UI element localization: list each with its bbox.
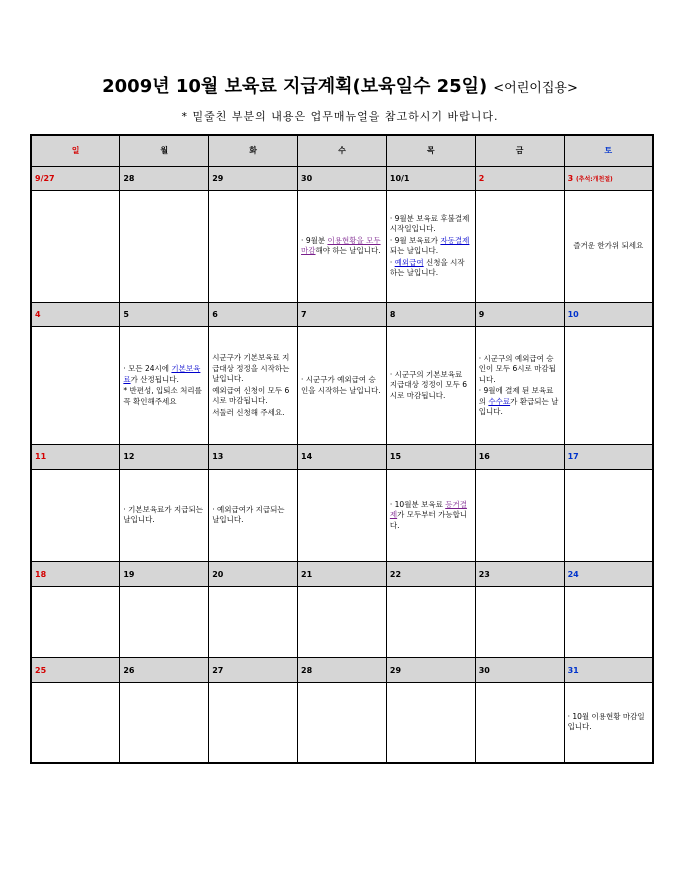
date-cell: 27 — [209, 658, 298, 682]
event-note: · 9월분 이용현황을 모두 마감해야 하는 날입니다. — [301, 235, 381, 256]
weekday-wed: 수 — [298, 135, 387, 166]
day-cell — [475, 469, 564, 562]
day-cell — [120, 327, 209, 445]
day-cell — [386, 327, 475, 445]
day-cell — [120, 682, 209, 763]
day-cell — [209, 682, 298, 763]
title-sub: <어린이집용> — [493, 81, 578, 96]
title-main: 2009년 10월 보육료 지급계획(보육일수 25일) — [102, 76, 488, 97]
date-number: 3 — [567, 173, 574, 183]
day-cell — [298, 682, 387, 763]
week2-body-row — [31, 327, 653, 445]
day-cell — [475, 682, 564, 763]
calendar-table — [30, 134, 654, 764]
weekday-sun: 일 — [31, 135, 120, 166]
day-cell — [386, 190, 475, 302]
date-cell-holiday — [564, 166, 653, 190]
date-cell: 18 — [31, 562, 120, 586]
date-cell: 30 — [298, 166, 387, 190]
day-cell — [475, 586, 564, 658]
day-cell — [209, 190, 298, 302]
day-cell — [209, 469, 298, 562]
holiday-greeting: 즐거운 한가위 되세요 — [573, 241, 644, 251]
week5-date-row — [31, 658, 653, 682]
event-note: · 시군구의 예외급여 승인이 모두 6시로 마감됩니다. — [478, 353, 556, 384]
date-cell: 28 — [298, 658, 387, 682]
day-cell — [564, 682, 653, 763]
week1-date-row — [31, 166, 653, 190]
day-cell — [298, 327, 387, 445]
event-note: · 기본보육료가 지급되는 날입니다. — [123, 504, 203, 525]
date-cell: 15 — [386, 445, 475, 469]
weekday-sat: 토 — [564, 135, 653, 166]
date-cell: 7 — [298, 302, 387, 326]
day-cell — [120, 190, 209, 302]
date-cell: 12 — [120, 445, 209, 469]
date-cell: 21 — [298, 562, 387, 586]
event-note: · 시군구의 기본보육료 지급대상 정정이 모두 6시로 마감됩니다. — [389, 369, 468, 400]
date-cell: 9/27 — [31, 166, 120, 190]
weekday-fri: 금 — [475, 135, 564, 166]
week4-body-row — [31, 586, 653, 658]
holiday-label: (추석:개천절) — [575, 175, 613, 183]
date-cell: 29 — [209, 166, 298, 190]
day-cell — [386, 469, 475, 562]
day-cell — [120, 469, 209, 562]
weekday-mon: 월 — [120, 135, 209, 166]
day-cell — [31, 469, 120, 562]
manual-link[interactable]: 등거결제 — [389, 499, 467, 520]
date-cell: 29 — [386, 658, 475, 682]
day-cell — [120, 586, 209, 658]
date-cell: 28 — [120, 166, 209, 190]
date-cell: 19 — [120, 562, 209, 586]
day-cell — [475, 190, 564, 302]
event-note: · 예외급여가 지급되는 날입니다. — [212, 504, 285, 525]
day-cell — [298, 190, 387, 302]
weekday-tue: 화 — [209, 135, 298, 166]
week2-date-row — [31, 302, 653, 326]
day-cell — [31, 682, 120, 763]
day-cell — [386, 586, 475, 658]
week5-body-row — [31, 682, 653, 763]
event-note: · 9월 보육료가 자동결제되는 날입니다. — [389, 235, 470, 256]
event-note: · 예외급여 신청을 시작하는 날입니다. — [389, 257, 465, 278]
date-cell: 23 — [475, 562, 564, 586]
date-cell: 11 — [31, 445, 120, 469]
date-cell: 9 — [475, 302, 564, 326]
underline-note: * 밑줄친 부분의 내용은 업무매뉴얼을 참고하시기 바랍니다. — [181, 110, 499, 123]
date-cell: 4 — [31, 302, 120, 326]
day-cell — [298, 586, 387, 658]
week3-date-row — [31, 445, 653, 469]
day-cell — [31, 586, 120, 658]
date-cell: 26 — [120, 658, 209, 682]
date-cell: 20 — [209, 562, 298, 586]
day-cell — [209, 327, 298, 445]
date-cell: 25 — [31, 658, 120, 682]
date-cell: 8 — [386, 302, 475, 326]
week4-date-row — [31, 562, 653, 586]
date-cell: 10 — [564, 302, 653, 326]
date-cell: 17 — [564, 445, 653, 469]
day-cell — [31, 190, 120, 302]
manual-link[interactable]: 이용현황을 모두 마감 — [301, 235, 381, 256]
page-title — [0, 72, 680, 98]
week3-body-row — [31, 469, 653, 562]
day-cell — [564, 190, 653, 302]
day-cell — [31, 327, 120, 445]
manual-link[interactable]: 예외급여 — [394, 257, 424, 267]
week1-body-row — [31, 190, 653, 302]
date-cell: 6 — [209, 302, 298, 326]
date-cell: 13 — [209, 445, 298, 469]
day-cell — [298, 469, 387, 562]
date-cell: 5 — [120, 302, 209, 326]
day-cell — [564, 586, 653, 658]
date-cell: 16 — [475, 445, 564, 469]
event-note: 시군구가 기본보육료 지급대상 정정을 시작하는 날입니다. — [212, 353, 290, 384]
date-cell: 24 — [564, 562, 653, 586]
manual-link[interactable]: 자동결제 — [440, 235, 470, 245]
date-cell: 2 — [475, 166, 564, 190]
event-note: · 9월에 결제 된 보육료의 수수료가 환급되는 날입니다. — [478, 386, 559, 417]
date-cell: 31 — [564, 658, 653, 682]
day-cell — [564, 469, 653, 562]
event-note: 예외급여 신청이 모두 6시로 마감됩니다. — [212, 385, 290, 406]
day-cell — [386, 682, 475, 763]
event-note: · 10월 이용현황 마감일 입니다. — [567, 711, 645, 732]
event-note: · 9월분 보육료 후불결제 시작일입니다. — [389, 213, 470, 234]
date-cell: 14 — [298, 445, 387, 469]
day-cell — [475, 327, 564, 445]
event-note: · 시군구가 예외급여 승인을 시작하는 날입니다. — [301, 375, 381, 395]
day-cell — [564, 327, 653, 445]
weekday-thu: 목 — [386, 135, 475, 166]
event-note: · 10월분 보육료 등거결제가 모두부터 가능합니다. — [389, 499, 468, 530]
manual-link[interactable]: 수수료 — [488, 396, 511, 406]
day-cell — [209, 586, 298, 658]
manual-link[interactable]: 기본보육료 — [123, 364, 201, 384]
weekday-header-row — [31, 135, 653, 166]
date-cell: 30 — [475, 658, 564, 682]
event-note: * 반편성, 입퇴소 처리를 꼭 확인해주세요 — [123, 386, 202, 406]
date-cell: 10/1 — [386, 166, 475, 190]
event-note: · 모든 24시에 기본보육료가 산정됩니다. — [123, 364, 201, 384]
date-cell: 22 — [386, 562, 475, 586]
event-note: 서둘러 신청해 주세요. — [212, 407, 285, 417]
